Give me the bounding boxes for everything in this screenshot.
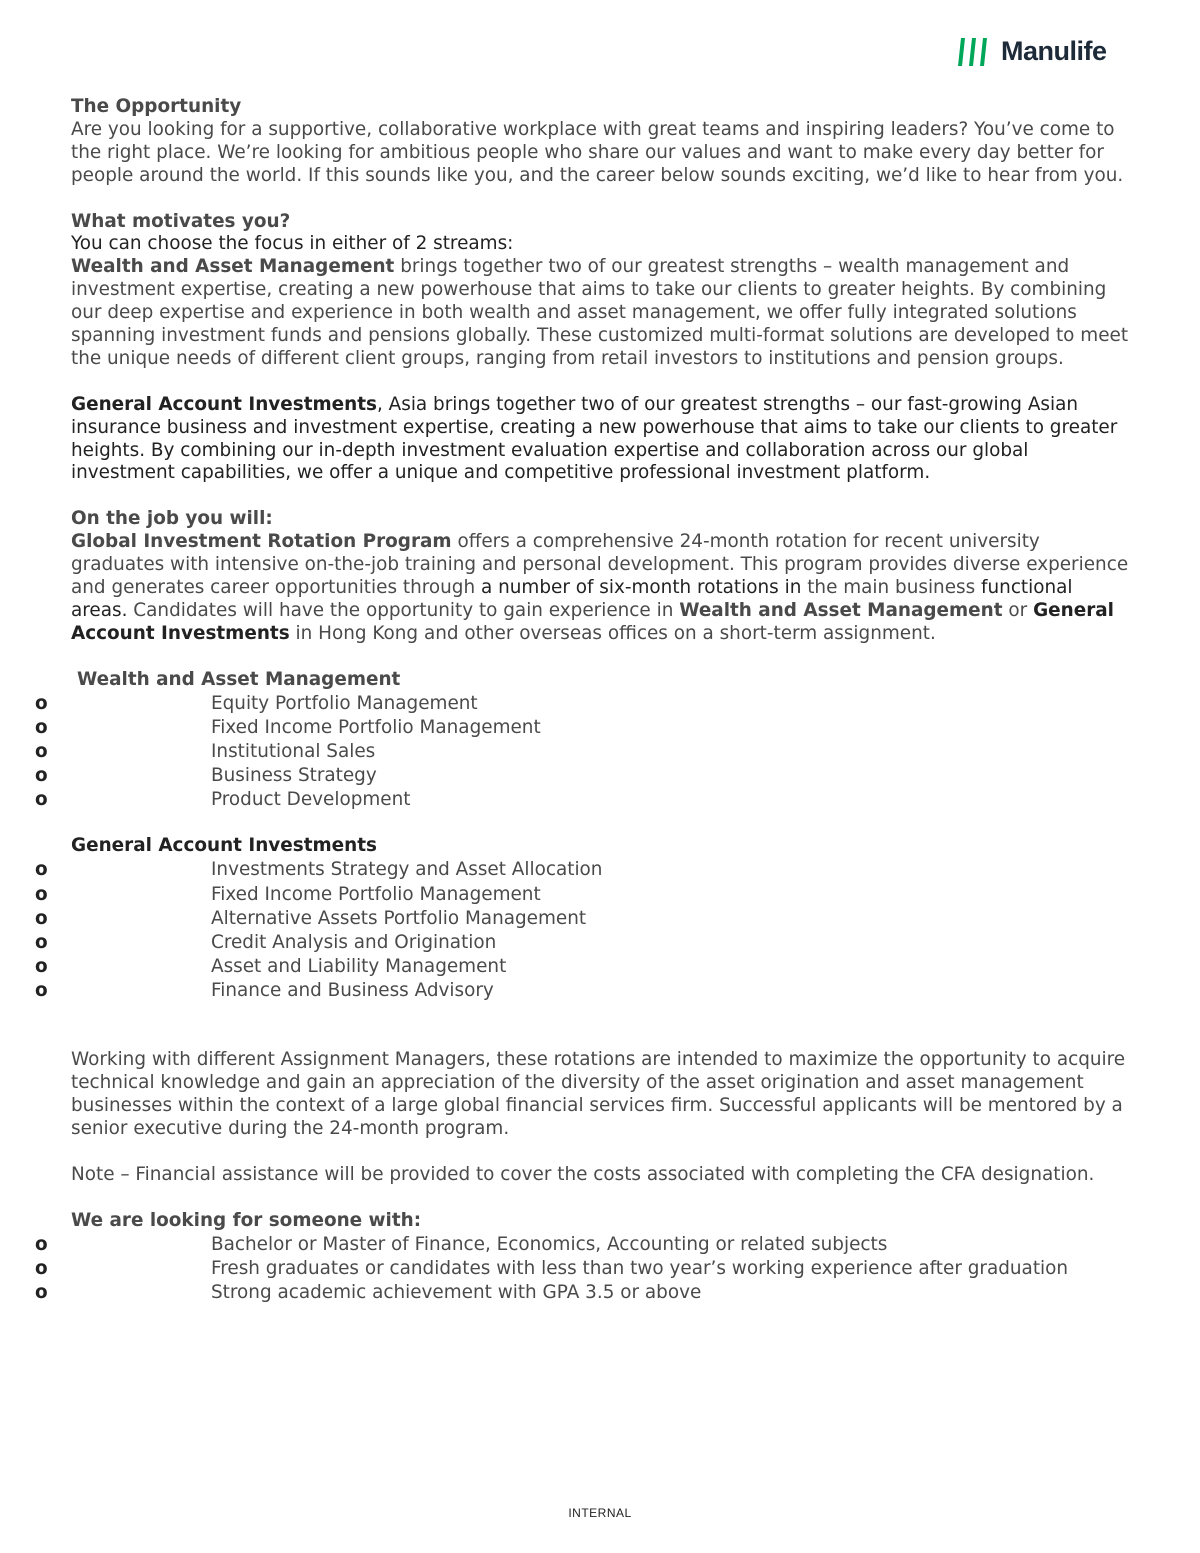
opportunity-text: Are you looking for a supportive, collaborative workplace with great teams and inspiring leaders? You’ve come to the right place. We’re looking for ambitious people who share our values and want to make every day better for people around the world. If this sounds like you, and the career below sounds exciting, we’d like to hear from you. <box>71 118 1124 186</box>
wam-paragraph <box>71 256 1131 371</box>
list-item: o Bachelor or Master of Finance, Economics, Accounting or related subjects <box>71 1233 1131 1257</box>
list-item: o Alternative Assets Portfolio Management <box>71 907 1131 931</box>
wam-description: brings together two of our greatest strengths – wealth management and investment expertise, creating a new powerhouse that aims to take our clients to greater heights. By combining our deep expertise and experience in both wealth and asset management, we offer fully integrated solutions spanning investment funds and pensions globally. These customized multi-format solutions are developed to meet the unique needs of different client groups, ranging from retail investors to institutions and pension groups. <box>71 256 1129 369</box>
list-item: o Fresh graduates or candidates with less than two year’s working experience after graduation <box>71 1257 1131 1281</box>
job-paragraph: Global Investment Rotation Program offers a comprehensive 24-month rotation for recent university graduates with intensive on-the-job training and personal development. This program provides diverse experience and generates career opportunities through a number of six-month rotations in the main business functional areas. Candidates will have the opportunity to gain experience in Wealth and Asset Management or General Account Investments in Hong Kong and other overseas offices on a short-term assignment. <box>71 531 1129 644</box>
gai-description: , Asia brings together two of our greatest strengths – our fast-growing Asian insurance business and investment expertise, creating a new powerhouse that aims to take our clients to greater heights. By combining our in-depth investment evaluation expertise and collaboration across our global investment capabilities, we offer a unique and competitive professional investment platform. <box>71 393 1118 484</box>
manulife-mark-icon <box>955 37 989 67</box>
gai-term: General Account Investments <box>71 393 377 415</box>
list-item: o Institutional Sales <box>71 740 1131 764</box>
list-item: o Equity Portfolio Management <box>71 692 1131 716</box>
classification-label: INTERNAL <box>568 1506 632 1520</box>
gai-list-heading: General Account Investments <box>71 835 377 857</box>
wam-list-heading: Wealth and Asset Management <box>77 668 401 690</box>
list-item: o Finance and Business Advisory <box>71 979 1131 1003</box>
program-name: Global Investment Rotation Program <box>71 531 452 553</box>
looking-heading: We are looking for someone with: <box>71 1209 422 1231</box>
gai-rotation-list <box>71 858 1131 1003</box>
motivates-intro: You can choose the focus in either of 2 streams: <box>71 233 514 255</box>
list-item: o Fixed Income Portfolio Management <box>71 883 1131 907</box>
wam-term: Wealth and Asset Management <box>71 256 395 278</box>
rotation-paragraph: Working with different Assignment Managers, these rotations are intended to maximize the opportunity to acquire technical knowledge and gain an appreciation of the diversity of the asset origination and asset management businesses within the context of a large global financial services firm. Successful applicants will be mentored by a senior executive during the 24-month program. <box>71 1049 1126 1140</box>
list-item: o Business Strategy <box>71 764 1131 788</box>
requirements-list <box>71 1233 1131 1306</box>
list-item: o Product Development <box>71 788 1131 812</box>
list-item: o Credit Analysis and Origination <box>71 931 1131 955</box>
motivates-heading: What motivates you? <box>71 210 291 232</box>
list-item: o Fixed Income Portfolio Management <box>71 716 1131 740</box>
opportunity-heading: The Opportunity <box>71 96 242 117</box>
manulife-logo <box>955 36 1107 67</box>
wam-rotation-list <box>71 692 1131 813</box>
job-heading: On the job you will: <box>71 508 273 530</box>
note-paragraph: Note – Financial assistance will be provided to cover the costs associated with completing the CFA designation. <box>71 1163 1095 1185</box>
list-item: o Asset and Liability Management <box>71 955 1131 979</box>
list-item: o Investments Strategy and Asset Allocation <box>71 858 1131 882</box>
list-item: o Strong academic achievement with GPA 3.5 or above <box>71 1281 1131 1305</box>
gai-paragraph <box>71 394 1131 486</box>
logo-wordmark: Manulife <box>1001 36 1107 66</box>
document-body <box>71 96 1131 1305</box>
